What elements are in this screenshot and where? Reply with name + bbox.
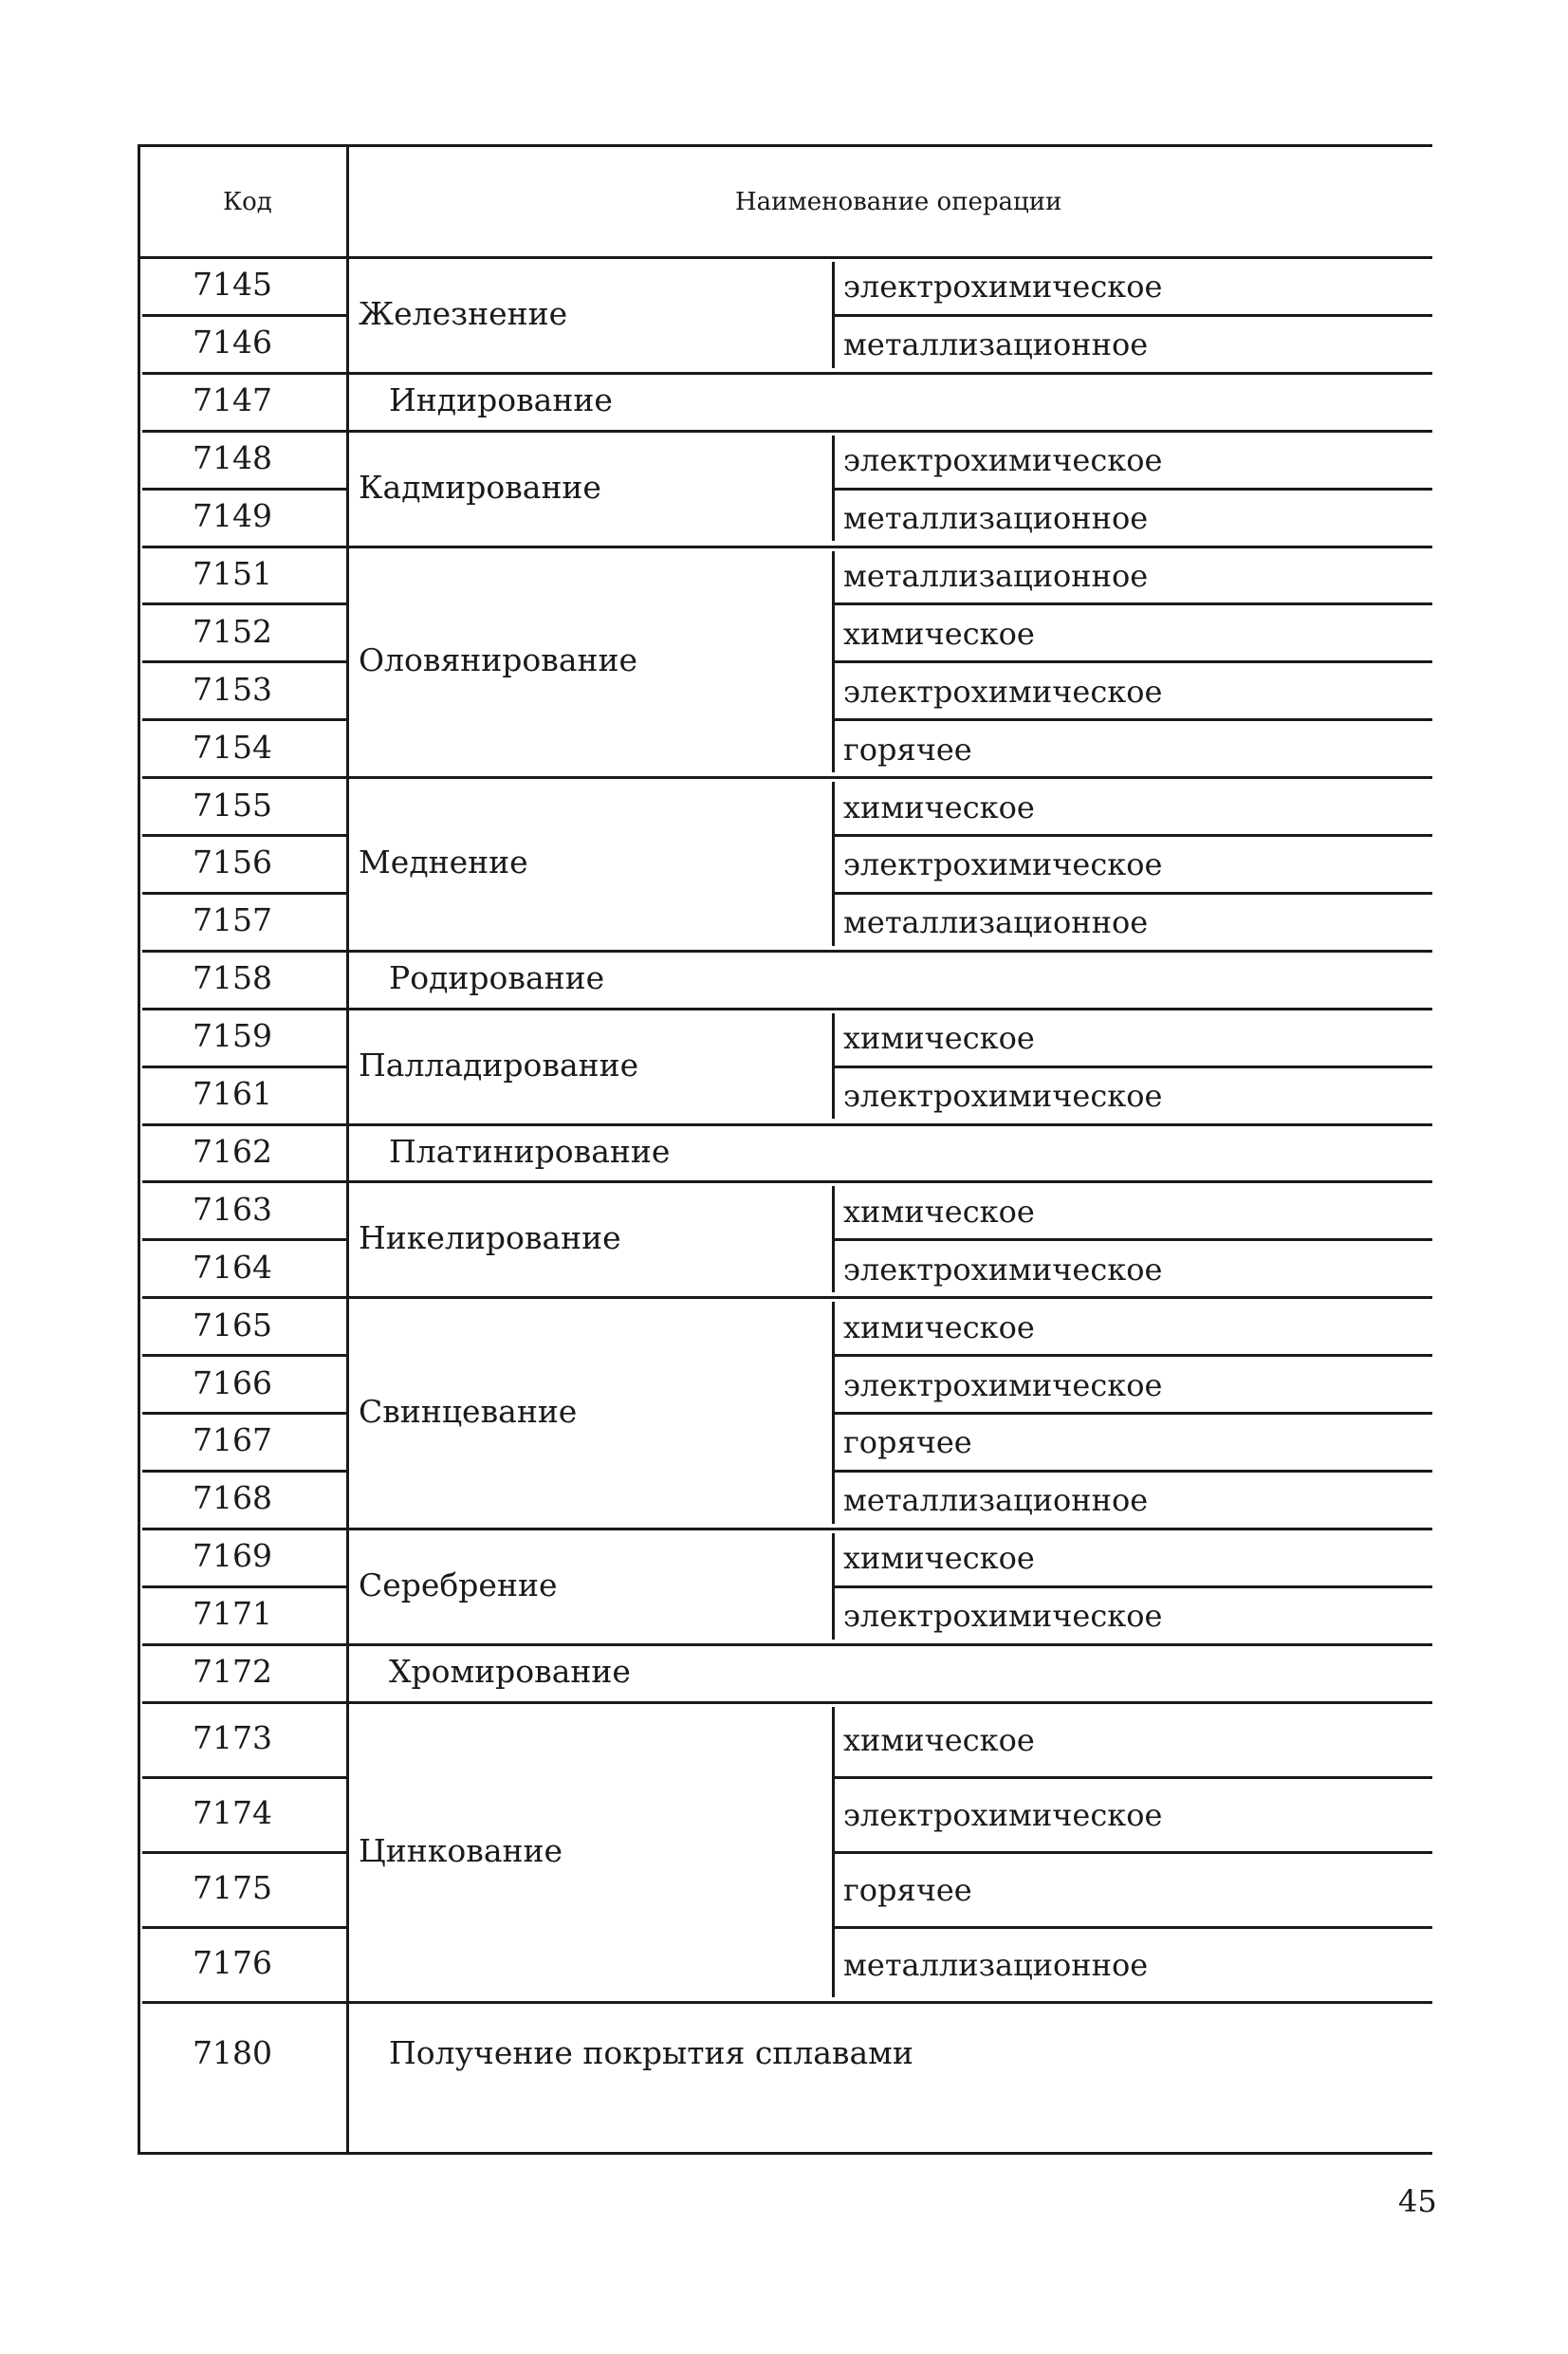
group-border	[346, 1296, 1432, 1299]
header-operation-name: Наименование операции	[735, 188, 1062, 216]
subtype-row-border	[832, 660, 1432, 663]
subtype-row-border	[832, 1851, 1432, 1854]
header-code: Код	[223, 188, 272, 216]
row-code: 7172	[193, 1653, 272, 1691]
row-code: 7175	[193, 1869, 272, 1906]
row-subtype: химическое	[843, 788, 1035, 825]
group-border	[346, 546, 1432, 548]
row-subtype: электрохимическое	[843, 1797, 1163, 1833]
row-subtype: электрохимическое	[843, 673, 1163, 710]
code-row-border	[142, 1528, 346, 1530]
operation-name: Цинкование	[359, 1831, 563, 1869]
subtype-column-divider	[832, 262, 835, 368]
code-row-border	[142, 834, 346, 837]
code-row-border	[142, 1643, 346, 1646]
row-subtype: химическое	[843, 1722, 1035, 1758]
subtype-row-border	[832, 1776, 1432, 1779]
code-row-border	[142, 1926, 346, 1929]
row-subtype: металлизационное	[843, 1482, 1149, 1519]
row-code: 7171	[193, 1595, 272, 1633]
code-row-border	[142, 1354, 346, 1357]
row-subtype: металлизационное	[843, 1947, 1149, 1983]
row-subtype: металлизационное	[843, 326, 1149, 363]
subtype-column-divider	[832, 782, 835, 946]
subtype-row-border	[832, 314, 1432, 317]
row-subtype: металлизационное	[843, 557, 1149, 594]
row-code: 7148	[193, 439, 272, 477]
group-border	[346, 1643, 1432, 1646]
subtype-row-border	[832, 1238, 1432, 1241]
row-code: 7161	[193, 1075, 272, 1113]
subtype-row-border	[832, 1066, 1432, 1068]
code-row-border	[142, 314, 346, 317]
operation-name: Хромирование	[389, 1653, 631, 1691]
row-subtype: электрохимическое	[843, 442, 1163, 479]
operation-name: Меднение	[359, 843, 528, 881]
row-code: 7180	[193, 2033, 272, 2071]
code-row-border	[142, 430, 346, 433]
row-code: 7155	[193, 786, 272, 824]
operation-name: Оловянирование	[359, 641, 638, 679]
row-subtype: электрохимическое	[843, 1598, 1163, 1635]
row-subtype: электрохимическое	[843, 1078, 1163, 1115]
table-left-border	[138, 144, 140, 2155]
row-subtype: химическое	[843, 1308, 1035, 1345]
subtype-row-border	[832, 1585, 1432, 1588]
group-border	[346, 1528, 1432, 1530]
group-border	[346, 430, 1432, 433]
code-row-border	[142, 1851, 346, 1854]
row-subtype: химическое	[843, 1020, 1035, 1057]
group-border	[346, 1701, 1432, 1704]
subtype-column-divider	[832, 1707, 835, 1997]
subtype-row-border	[832, 834, 1432, 837]
code-row-border	[142, 892, 346, 895]
code-row-border	[142, 1470, 346, 1473]
row-code: 7146	[193, 324, 272, 361]
row-code: 7159	[193, 1017, 272, 1055]
subtype-row-border	[832, 602, 1432, 605]
table-bottom-border	[138, 2152, 1432, 2155]
operation-name: Родирование	[389, 959, 605, 997]
code-column-divider	[346, 144, 349, 2155]
operation-name: Серебрение	[359, 1566, 558, 1603]
row-subtype: электрохимическое	[843, 846, 1163, 883]
row-code: 7147	[193, 381, 272, 419]
row-code: 7169	[193, 1537, 272, 1575]
group-border	[346, 1123, 1432, 1126]
code-row-border	[142, 1701, 346, 1704]
row-subtype: горячее	[843, 1872, 972, 1908]
row-subtype: химическое	[843, 1540, 1035, 1577]
row-code: 7173	[193, 1719, 272, 1756]
row-code: 7174	[193, 1794, 272, 1831]
row-subtype: электрохимическое	[843, 1251, 1163, 1288]
code-row-border	[142, 1238, 346, 1241]
subtype-row-border	[832, 1926, 1432, 1929]
operation-name: Получение покрытия сплавами	[389, 2033, 913, 2071]
code-row-border	[142, 1776, 346, 1779]
header-bottom-border	[138, 256, 1432, 259]
table-top-border	[138, 144, 1432, 147]
operation-name: Никелирование	[359, 1219, 621, 1257]
row-code: 7151	[193, 554, 272, 592]
row-code: 7154	[193, 728, 272, 766]
code-row-border	[142, 1296, 346, 1299]
operation-name: Палладирование	[359, 1046, 639, 1084]
row-code: 7149	[193, 497, 272, 535]
operation-name: Железнение	[359, 294, 568, 332]
subtype-row-border	[832, 488, 1432, 491]
operation-name: Свинцевание	[359, 1393, 578, 1430]
code-row-border	[142, 1180, 346, 1183]
code-row-border	[142, 2001, 346, 2004]
row-subtype: металлизационное	[843, 904, 1149, 941]
operation-name: Индирование	[389, 381, 613, 419]
subtype-column-divider	[832, 1186, 835, 1292]
row-code: 7176	[193, 1944, 272, 1981]
row-code: 7167	[193, 1421, 272, 1459]
subtype-column-divider	[832, 436, 835, 542]
group-border	[346, 950, 1432, 953]
group-border	[346, 1180, 1432, 1183]
row-code: 7166	[193, 1363, 272, 1401]
code-row-border	[142, 1585, 346, 1588]
subtype-row-border	[832, 892, 1432, 895]
row-code: 7152	[193, 612, 272, 650]
operation-name: Платинирование	[389, 1132, 671, 1170]
row-code: 7158	[193, 959, 272, 997]
subtype-column-divider	[832, 551, 835, 773]
group-border	[346, 372, 1432, 375]
code-row-border	[142, 1008, 346, 1010]
page-number: 45	[1398, 2183, 1437, 2219]
code-row-border	[142, 602, 346, 605]
code-row-border	[142, 546, 346, 548]
subtype-column-divider	[832, 1302, 835, 1524]
row-code: 7163	[193, 1190, 272, 1228]
code-row-border	[142, 1412, 346, 1415]
code-row-border	[142, 1123, 346, 1126]
row-code: 7156	[193, 843, 272, 881]
code-row-border	[142, 372, 346, 375]
row-subtype: химическое	[843, 615, 1035, 652]
code-row-border	[142, 1066, 346, 1068]
group-border	[346, 1008, 1432, 1010]
code-row-border	[142, 950, 346, 953]
subtype-row-border	[832, 1470, 1432, 1473]
operation-name: Кадмирование	[359, 468, 601, 506]
row-code: 7164	[193, 1248, 272, 1286]
row-code: 7165	[193, 1306, 272, 1344]
code-row-border	[142, 776, 346, 779]
row-subtype: горячее	[843, 731, 972, 768]
row-subtype: горячее	[843, 1424, 972, 1461]
code-row-border	[142, 718, 346, 721]
group-border	[346, 2001, 1432, 2004]
row-code: 7162	[193, 1132, 272, 1170]
subtype-row-border	[832, 1354, 1432, 1357]
row-code: 7157	[193, 901, 272, 939]
subtype-column-divider	[832, 1013, 835, 1120]
code-row-border	[142, 660, 346, 663]
subtype-column-divider	[832, 1533, 835, 1640]
subtype-row-border	[832, 718, 1432, 721]
row-subtype: металлизационное	[843, 500, 1149, 537]
row-subtype: электрохимическое	[843, 269, 1163, 306]
row-code: 7153	[193, 670, 272, 708]
row-subtype: электрохимическое	[843, 1366, 1163, 1403]
group-border	[346, 776, 1432, 779]
row-code: 7145	[193, 266, 272, 304]
row-subtype: химическое	[843, 1193, 1035, 1230]
subtype-row-border	[832, 1412, 1432, 1415]
code-row-border	[142, 488, 346, 491]
row-code: 7168	[193, 1479, 272, 1517]
